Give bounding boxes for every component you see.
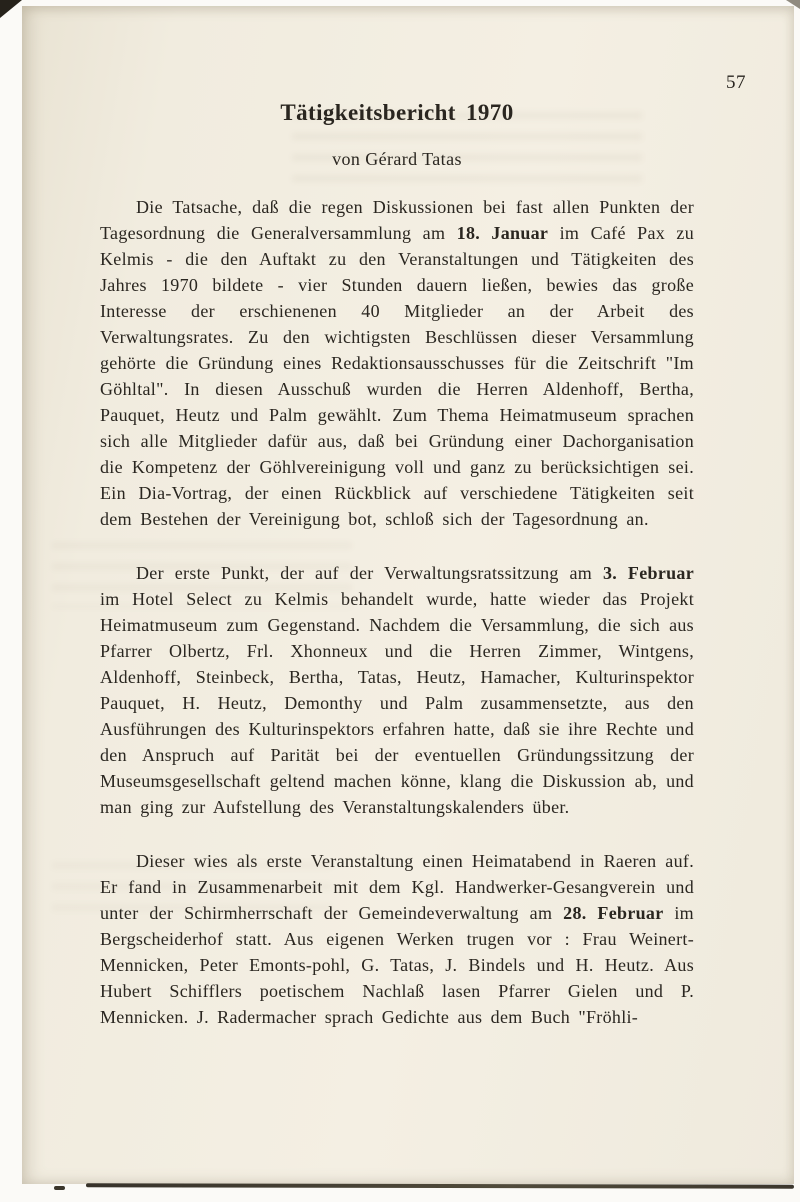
paragraph-3 [100, 848, 694, 1030]
paragraph-3-text: Dieser wies als erste Veranstaltung einen Heimatabend in Raeren auf. Er fand in Zusammenarbeit mit dem Kgl. Handwerker-Gesangverein und unter der Schirmherrschaft der Gemeindeverwaltung am [100, 851, 694, 923]
paragraph-3-text-continued: im Bergscheiderhof statt. Aus eigenen Werken trugen vor : Frau Weinert-Mennicken, Peter Emonts-pohl, G. Tatas, J. Bindels und H. Heutz. Aus Hubert Schifflers poetischem Nachlaß lasen Pfarrer Gielen und P. Mennicken. J. Radermacher sprach Gedichte aus dem Buch "Fröhli- [100, 903, 694, 1027]
page-title: Tätigkeitsbericht 1970 [280, 100, 514, 125]
paragraph-2-bold-date: 3. Februar [602, 563, 695, 583]
paragraph-2-text: Der erste Punkt, der auf der Verwaltungsratssitzung am [136, 563, 603, 583]
paragraph-2 [100, 560, 694, 820]
scan-corner-artifact-top-left [0, 0, 22, 18]
page-bottom-edge-shadow [86, 1183, 794, 1188]
paragraph-1-text-continued: im Café Pax zu Kelmis - die den Auftakt zu den Veranstaltungen und Tätigkeiten des Jahres 1970 bildete - vier Stunden dauern ließen, bewies das große Interesse der erschienenen 40 Mitglieder an der Arbeit des Verwaltungsrates. Zu den wichtigsten Beschlüssen dieser Versammlung gehörte die Gründung eines Redaktionsausschusses für die Zeitschrift "Im Göhltal". In diesen Ausschuß wurden die Herren Aldenhoff, Bertha, Pauquet, Heutz und Palm gewählt. Zum Thema Heimatmuseum sprachen sich alle Mitglieder dafür aus, daß bei Gründung einer Dachorganisation die Kompetenz der Göhlvereinigung voll und ganz zu berücksichtigen sei. Ein Dia-Vortrag, der einen Rückblick auf verschiedene Tätigkeiten seit dem Bestehen der Vereinigung bot, schloß sich der Tagesordnung an. [100, 223, 694, 529]
scan-artifact-bottom-left [54, 1186, 65, 1190]
text-block [100, 6, 694, 1030]
byline: von Gérard Tatas [332, 149, 462, 169]
document-body [100, 194, 694, 1030]
scan-corner-artifact-top-right [786, 0, 800, 9]
paragraph-1-text: Die Tatsache, daß die regen Diskussionen bei fast allen Punkten der Tagesordnung die Generalversammlung am [100, 197, 694, 243]
paragraph-3-bold-date: 28. Februar [563, 903, 664, 923]
paragraph-1-bold-date: 18. Januar [456, 223, 549, 243]
page-number: 57 [726, 72, 746, 93]
paragraph-2-text-continued: im Hotel Select zu Kelmis behandelt wurde, hatte wieder das Projekt Heimatmuseum zum Gegenstand. Nachdem die Versammlung, die sich aus Pfarrer Olbertz, Frl. Xhonneux und die Herren Zimmer, Wintgens, Aldenhoff, Steinbeck, Bertha, Tatas, Heutz, Hamacher, Kulturinspektor Pauquet, H. Heutz, Demonthy und Palm zusammensetzte, aus den Ausführungen des Kulturinspektors erfahren hatte, daß sie ihre Rechte und den Anspruch auf Parität bei der eventuellen Gründungssitzung der Museumsgesellschaft geltend machen könne, klang die Diskussion ab, und man ging zur Aufstellung des Veranstaltungskalenders über. [100, 589, 694, 817]
page [22, 6, 794, 1184]
paragraph-1 [100, 194, 694, 532]
